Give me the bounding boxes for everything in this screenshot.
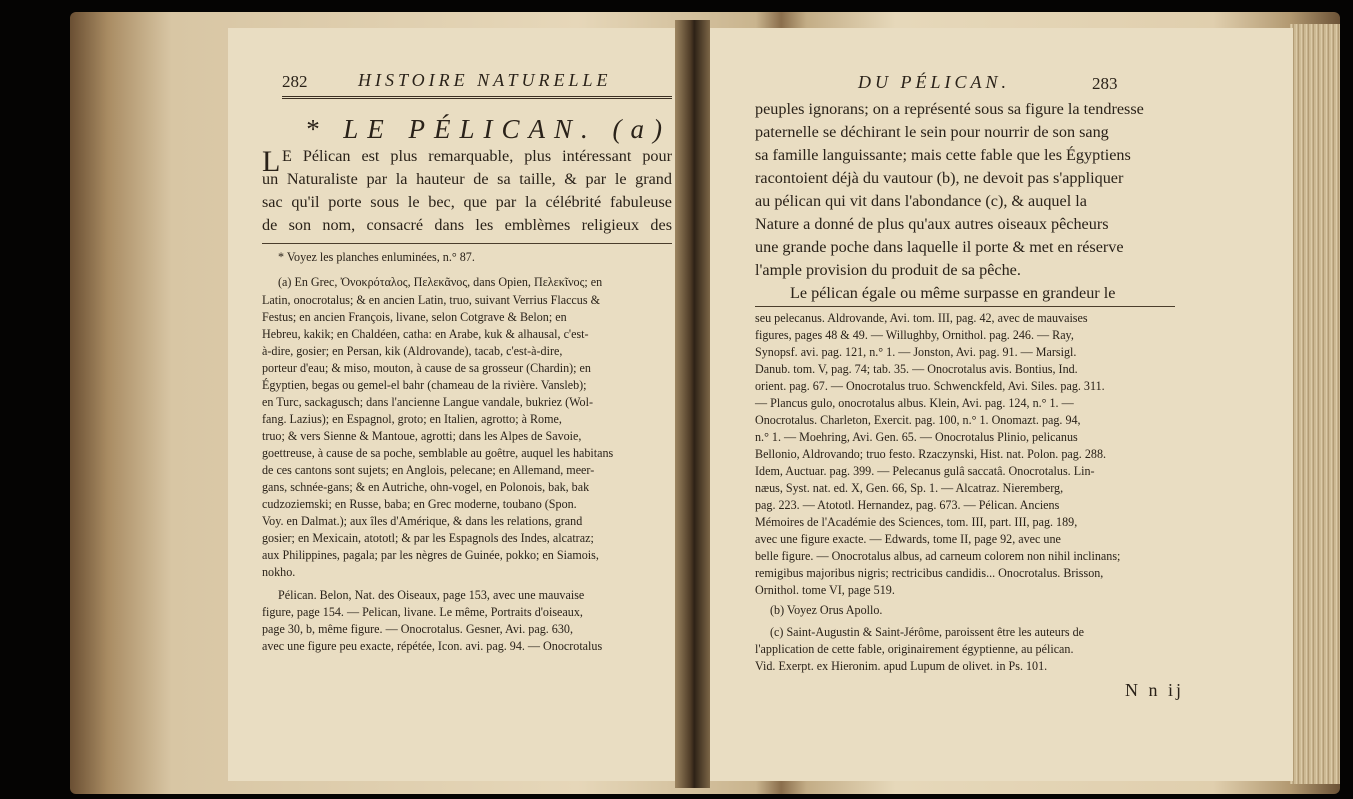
footnote-line: Égyptien, begas ou gemel-el bahr (chameau de la rivière. Vansleb);: [262, 378, 587, 392]
footnote-line: fang. Lazius); en Espagnol, groto; en Italien, agrotto; à Rome,: [262, 412, 562, 426]
footnote-line: * Voyez les planches enluminées, n.° 87.: [278, 250, 475, 264]
chapter-title: * LE PÉLICAN. (a): [305, 114, 671, 144]
footnote-line: en Turc, sackagusch; dans l'ancienne Langue vandale, bukriez (Wol-: [262, 395, 593, 409]
footnote-line: Latin, onocrotalus; & en ancien Latin, truo, suivant Verrius Flaccus &: [262, 293, 600, 307]
body-line: peuples ignorans; on a représenté sous sa figure la tendresse: [755, 100, 1144, 118]
footnote-line: Mémoires de l'Académie des Sciences, tom. III, part. III, pag. 189,: [755, 515, 1078, 529]
running-head-right: DU PÉLICAN.: [858, 72, 1010, 92]
page-number-left: 282: [282, 72, 308, 91]
body-line: au pélican qui vit dans l'abondance (c), & auquel la: [755, 192, 1087, 210]
signature-mark: N n ij: [1125, 680, 1185, 700]
footnote-line: pag. 223. — Atototl. Hernandez, pag. 673. — Pélican. Anciens: [755, 498, 1060, 512]
footnote-line: aux Philippines, pagala; par les nègres de Guinée, pokko; en Siamois,: [262, 548, 599, 562]
footnote-line: avec une figure exacte. — Edwards, tome II, page 92, avec une: [755, 532, 1061, 546]
footnote-line: næus, Syst. nat. ed. X, Gen. 66, Sp. 1. — Alcatraz. Nieremberg,: [755, 481, 1064, 495]
page-edges: [1290, 24, 1340, 784]
book-gutter: [675, 20, 710, 788]
body-line: paternelle se déchirant le sein pour nourrir de son sang: [755, 123, 1109, 141]
footnote-line: (b) Voyez Orus Apollo.: [770, 603, 883, 617]
footnote-line: (a) En Grec, Ὀνοκρόταλος, Πελεκᾶνος, dans Opien, Πελεκῖνος; en: [278, 275, 603, 289]
footnote-line: (c) Saint-Augustin & Saint-Jérôme, paroissent être les auteurs de: [770, 625, 1085, 639]
footnote-line: remigibus majoribus nigris; rectricibus candidis... Onocrotalus. Brisson,: [755, 566, 1104, 580]
drop-cap: L: [262, 145, 281, 178]
footnote-line: Idem, Auctuar. pag. 399. — Pelecanus gulâ saccatâ. Onocrotalus. Lin-: [755, 464, 1095, 478]
footnote-line: Ornithol. tome VI, page 519.: [755, 583, 895, 597]
footnote-line: porteur d'eau; & miso, mouton, à cause de sa grosseur (Chardin); en: [262, 361, 591, 375]
body-line: Nature a donné de plus qu'aux autres oiseaux pêcheurs: [755, 215, 1109, 233]
body-line: sac qu'il porte sous le bec, que par la célébrité fabuleuse: [262, 193, 672, 211]
footnote-line: — Plancus gulo, onocrotalus albus. Klein, Avi. pag. 124, n.° 1. —: [755, 396, 1074, 410]
footnote-line: Festus; en ancien François, livane, selon Cotgrave & Belon; en: [262, 310, 567, 324]
footnote-line: figures, pages 48 & 49. — Willughby, Ornithol. pag. 246. — Ray,: [755, 328, 1074, 342]
footnote-rule: [755, 306, 1175, 307]
footnote-line: figure, page 154. — Pelican, livane. Le même, Portraits d'oiseaux,: [262, 605, 583, 619]
footnote-line: nokho.: [262, 565, 296, 579]
page-number-right: 283: [1092, 74, 1118, 93]
body-line: un Naturaliste par la hauteur de sa taille, & par le grand: [262, 170, 672, 188]
footnote-line: gosier; en Mexicain, atototl; & par les Espagnols des Indes, alcatraz;: [262, 531, 594, 545]
footnote-line: Vid. Exerpt. ex Hieronim. apud Lupum de olivet. in Ps. 101.: [755, 659, 1048, 673]
footnote-line: Pélican. Belon, Nat. des Oiseaux, page 153, avec une mauvaise: [278, 588, 585, 602]
footnote-line: à-dire, gosier; en Persan, kik (Aldrovande), tacab, c'est-à-dire,: [262, 344, 563, 358]
footnote-line: page 30, b, même figure. — Onocrotalus. Gesner, Avi. pag. 630,: [262, 622, 573, 636]
body-line: racontoient déjà du vautour (b), ne devoit pas s'appliquer: [755, 169, 1124, 187]
footnote-line: avec une figure peu exacte, répétée, Icon. avi. pag. 94. — Onocrotalus: [262, 639, 603, 653]
footnote-line: Voy. en Dalmat.); aux îles d'Amérique, & dans les relations, grand: [262, 514, 583, 528]
footnote-line: seu pelecanus. Aldrovande, Avi. tom. III, pag. 42, avec de mauvaises: [755, 311, 1088, 325]
body-line: l'ample provision du produit de sa pêche.: [755, 261, 1021, 279]
footnote-line: Onocrotalus. Charleton, Exercit. pag. 100, n.° 1. Onomazt. pag. 94,: [755, 413, 1081, 427]
footnote-line: gans, schnée-gans; & en Autriche, ohn-vogel, en Polonois, bak, bak: [262, 480, 590, 494]
footnote-line: de ces cantons sont sujets; en Anglois, pelecane; en Allemand, meer-: [262, 463, 595, 477]
footnote-line: orient. pag. 67. — Onocrotalus truo. Schwenckfeld, Avi. Siles. pag. 311.: [755, 379, 1105, 393]
running-head-left: HISTOIRE NATURELLE: [358, 70, 612, 90]
footnote-line: Hebreu, kakik; en Chaldéen, catha: en Arabe, kuk & alhausal, c'est-: [262, 327, 589, 341]
header-rule: [282, 96, 672, 99]
footnote-line: belle figure. — Onocrotalus albus, ad carneum colorem non nihil inclinans;: [755, 549, 1121, 563]
footnote-line: l'application de cette fable, originairement égyptienne, au pélican.: [755, 642, 1074, 656]
footnote-line: Bellonio, Aldrovando; truo festo. Rzaczynski, Hist. nat. Polon. pag. 288.: [755, 447, 1107, 461]
body-line: une grande poche dans laquelle il porte & met en réserve: [755, 238, 1124, 256]
body-line: E Pélican est plus remarquable, plus intéressant pour: [282, 147, 672, 165]
footnote-line: Synopsf. avi. pag. 121, n.° 1. — Jonston, Avi. pag. 91. — Marsigl.: [755, 345, 1077, 359]
footnote-line: truo; & vers Sienne & Mantoue, agrotti; dans les Alpes de Savoie,: [262, 429, 582, 443]
footnote-line: n.° 1. — Moehring, Avi. Gen. 65. — Onocrotalus Plinio, pelicanus: [755, 430, 1078, 444]
footnote-line: Danub. tom. V, pag. 74; tab. 35. — Onocrotalus avis. Bontius, Ind.: [755, 362, 1078, 376]
body-line: Le pélican égale ou même surpasse en grandeur le: [790, 284, 1116, 302]
footnote-rule: [262, 243, 672, 244]
footnote-line: goettreuse, à cause de sa poche, semblable au goêtre, auquel les habitans: [262, 446, 614, 460]
footnote-line: cudzoziemski; en Russe, baba; en Grec moderne, toubano (Spon.: [262, 497, 577, 511]
body-line: sa famille languissante; mais cette fable que les Égyptiens: [755, 146, 1131, 164]
body-line: de son nom, consacré dans les emblèmes religieux des: [262, 216, 672, 234]
